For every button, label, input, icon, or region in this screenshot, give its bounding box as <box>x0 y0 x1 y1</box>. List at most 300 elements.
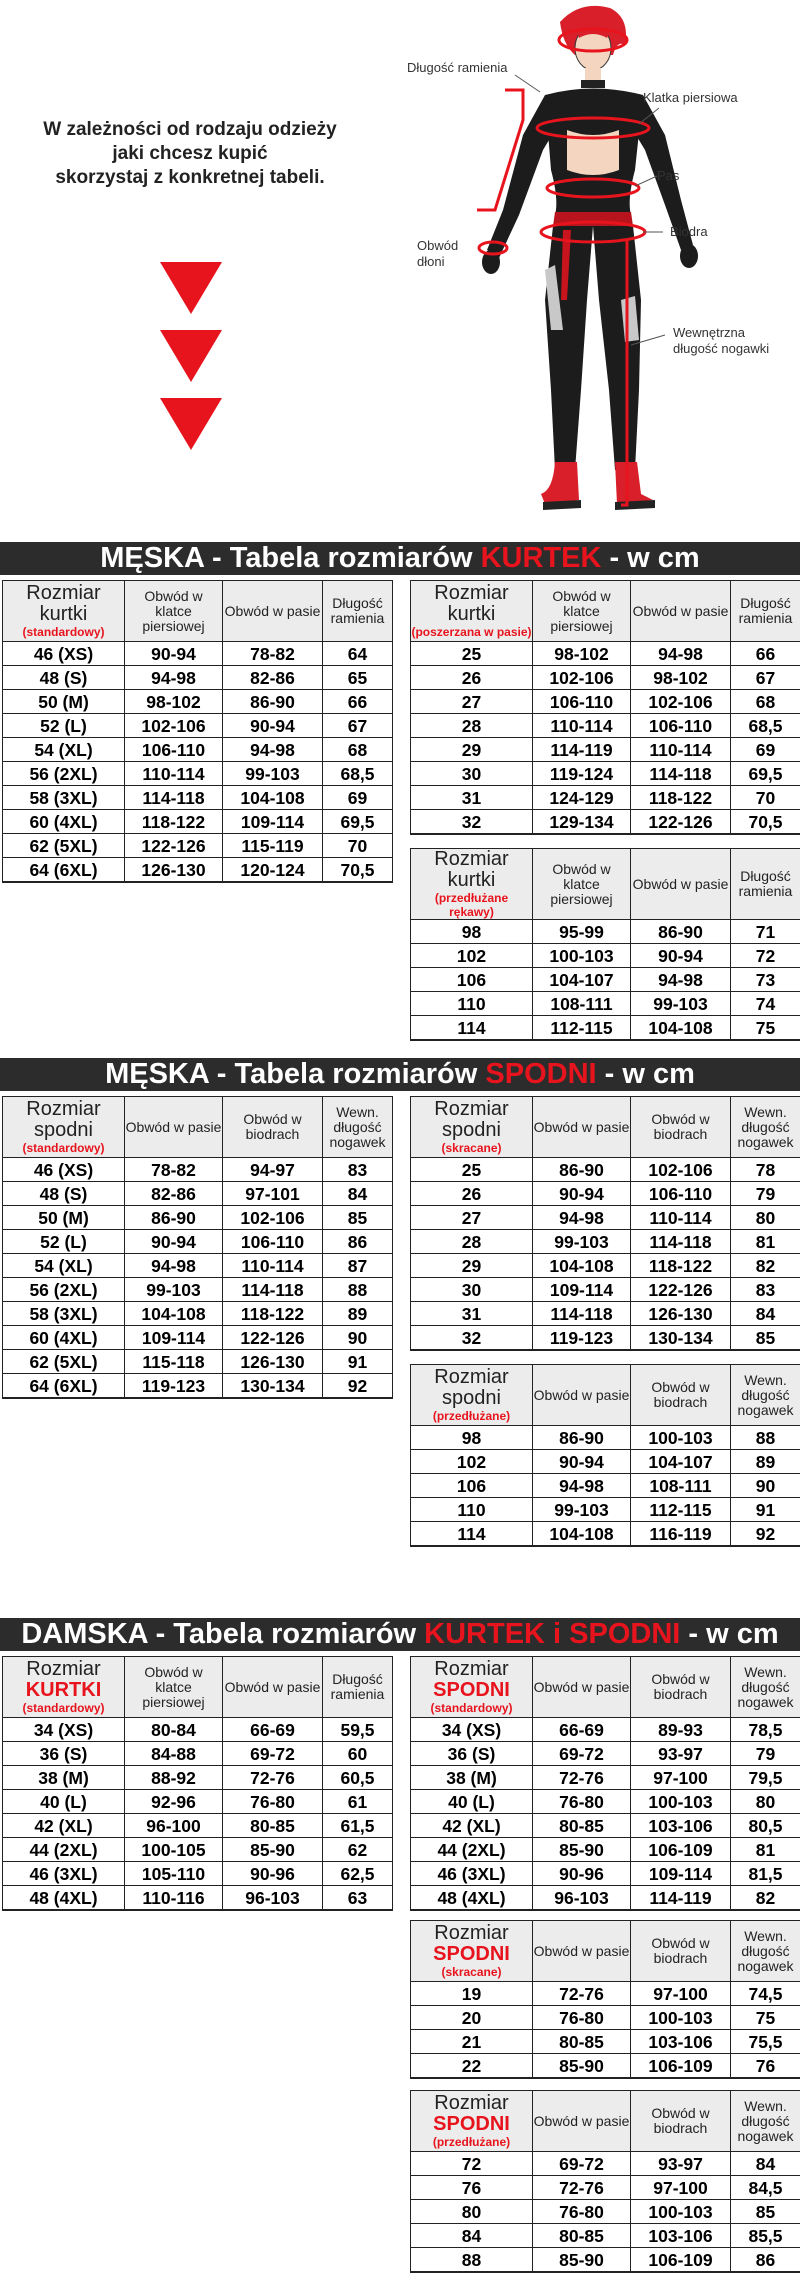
table-row <box>411 1206 800 1230</box>
header-c3: Wewn. długość nogawek <box>323 1097 393 1158</box>
value-cell: 74 <box>731 992 800 1016</box>
size-cell: 62 (5XL) <box>3 1350 125 1374</box>
table-row <box>411 1182 800 1206</box>
value-cell: 69 <box>731 738 800 762</box>
header-size <box>411 1657 533 1718</box>
header-size-type: spodni <box>34 1119 93 1141</box>
value-cell: 108-111 <box>631 1474 731 1498</box>
size-cell: 62 (5XL) <box>3 834 125 858</box>
table-row <box>411 944 800 968</box>
value-cell: 100-103 <box>631 2200 731 2224</box>
value-cell: 86-90 <box>533 1158 631 1182</box>
value-cell: 89 <box>323 1302 393 1326</box>
table-row <box>3 666 393 690</box>
size-cell: 42 (XL) <box>411 1814 533 1838</box>
table-row <box>3 738 393 762</box>
value-cell: 126-130 <box>125 858 223 883</box>
table-row <box>3 1350 393 1374</box>
value-cell: 80-85 <box>533 1814 631 1838</box>
value-cell: 110-114 <box>533 714 631 738</box>
size-cell: 30 <box>411 762 533 786</box>
value-cell: 100-105 <box>125 1838 223 1862</box>
value-cell: 92-96 <box>125 1790 223 1814</box>
size-cell: 19 <box>411 1982 533 2006</box>
size-cell: 48 (S) <box>3 1182 125 1206</box>
value-cell: 94-98 <box>533 1206 631 1230</box>
value-cell: 72-76 <box>533 1982 631 2006</box>
size-cell: 34 (XS) <box>411 1718 533 1742</box>
header-c3: Długość ramienia <box>323 581 393 642</box>
table-row <box>411 1790 800 1814</box>
value-cell: 80-85 <box>533 2224 631 2248</box>
value-cell: 69,5 <box>731 762 800 786</box>
size-cell: 28 <box>411 1230 533 1254</box>
header-size-variant: (przedłużane) <box>432 2135 511 2149</box>
size-cell: 44 (2XL) <box>411 1838 533 1862</box>
size-cell: 31 <box>411 786 533 810</box>
size-cell: 58 (3XL) <box>3 1302 125 1326</box>
value-cell: 114-118 <box>631 762 731 786</box>
size-cell: 52 (L) <box>3 1230 125 1254</box>
size-cell: 102 <box>411 944 533 968</box>
value-cell: 80 <box>731 1790 800 1814</box>
table-row <box>3 1790 393 1814</box>
value-cell: 93-97 <box>631 2152 731 2176</box>
value-cell: 74,5 <box>731 1982 800 2006</box>
header-size <box>411 1921 533 1982</box>
table-row <box>3 1838 393 1862</box>
value-cell: 122-126 <box>631 1278 731 1302</box>
value-cell: 80-84 <box>125 1718 223 1742</box>
header-c1: Obwód w pasie <box>533 1365 631 1426</box>
value-cell: 85-90 <box>533 2054 631 2079</box>
table-row <box>411 2152 800 2176</box>
value-cell: 70,5 <box>731 810 800 835</box>
value-cell: 112-115 <box>631 1498 731 1522</box>
header-size-label: Rozmiar <box>26 1658 101 1680</box>
value-cell: 71 <box>731 920 800 944</box>
table-row <box>411 738 800 762</box>
table-row <box>3 1302 393 1326</box>
value-cell: 92 <box>323 1374 393 1399</box>
value-cell: 100-103 <box>533 944 631 968</box>
size-cell: 50 (M) <box>3 1206 125 1230</box>
size-cell: 46 (3XL) <box>411 1862 533 1886</box>
table-row <box>411 2006 800 2030</box>
header-size-type: KURTKI <box>25 1679 102 1701</box>
size-cell: 26 <box>411 666 533 690</box>
value-cell: 69-72 <box>223 1742 323 1766</box>
value-cell: 114-118 <box>631 1230 731 1254</box>
size-table <box>410 580 800 835</box>
value-cell: 86 <box>731 2248 800 2273</box>
header-size-variant: (standardowy) <box>22 1701 105 1715</box>
arrow-down-icon <box>160 330 222 382</box>
size-cell: 56 (2XL) <box>3 762 125 786</box>
value-cell: 66 <box>731 642 800 666</box>
table-row <box>3 1206 393 1230</box>
value-cell: 63 <box>323 1886 393 1911</box>
value-cell: 102-106 <box>631 1158 731 1182</box>
header-c3: Długość ramienia <box>323 1657 393 1718</box>
value-cell: 97-101 <box>223 1182 323 1206</box>
header-size <box>3 581 125 642</box>
value-cell: 124-129 <box>533 786 631 810</box>
size-cell: 31 <box>411 1302 533 1326</box>
size-cell: 26 <box>411 1182 533 1206</box>
value-cell: 129-134 <box>533 810 631 835</box>
table-row <box>411 1982 800 2006</box>
value-cell: 68,5 <box>731 714 800 738</box>
value-cell: 94-98 <box>223 738 323 762</box>
header-c3: Wewn. długość nogawek <box>731 2091 800 2152</box>
value-cell: 86-90 <box>223 690 323 714</box>
size-cell: 84 <box>411 2224 533 2248</box>
value-cell: 88 <box>731 1426 800 1450</box>
table-row <box>411 1158 800 1182</box>
value-cell: 85 <box>731 2200 800 2224</box>
size-cell: 98 <box>411 1426 533 1450</box>
value-cell: 119-124 <box>533 762 631 786</box>
header-c1: Obwód w pasie <box>533 1657 631 1718</box>
size-cell: 40 (L) <box>3 1790 125 1814</box>
value-cell: 78,5 <box>731 1718 800 1742</box>
table-header-row <box>411 1365 800 1426</box>
table-row <box>3 1862 393 1886</box>
value-cell: 126-130 <box>631 1302 731 1326</box>
size-cell: 20 <box>411 2006 533 2030</box>
value-cell: 106-110 <box>533 690 631 714</box>
value-cell: 99-103 <box>223 762 323 786</box>
value-cell: 64 <box>323 642 393 666</box>
table-header-row <box>3 1657 393 1718</box>
label-hand-1: Obwód <box>417 238 459 253</box>
value-cell: 84,5 <box>731 2176 800 2200</box>
size-table <box>410 2090 800 2273</box>
value-cell: 98-102 <box>125 690 223 714</box>
value-cell: 98-102 <box>533 642 631 666</box>
size-cell: 38 (M) <box>411 1766 533 1790</box>
value-cell: 114-119 <box>533 738 631 762</box>
header-c2: Obwód w pasie <box>631 581 731 642</box>
size-cell: 22 <box>411 2054 533 2079</box>
table-header-row <box>3 1097 393 1158</box>
value-cell: 106-109 <box>631 2054 731 2079</box>
size-cell: 54 (XL) <box>3 1254 125 1278</box>
value-cell: 66-69 <box>533 1718 631 1742</box>
value-cell: 119-123 <box>125 1374 223 1399</box>
table-row <box>3 642 393 666</box>
value-cell: 76-80 <box>533 1790 631 1814</box>
size-cell: 46 (XS) <box>3 642 125 666</box>
value-cell: 81 <box>731 1838 800 1862</box>
header-c3: Długość ramienia <box>731 849 800 920</box>
table-row <box>411 1718 800 1742</box>
value-cell: 79 <box>731 1742 800 1766</box>
value-cell: 130-134 <box>631 1326 731 1351</box>
value-cell: 89-93 <box>631 1718 731 1742</box>
table-header-row <box>411 2091 800 2152</box>
table-row <box>411 1814 800 1838</box>
table-row <box>411 992 800 1016</box>
value-cell: 93-97 <box>631 1742 731 1766</box>
table-row <box>3 1182 393 1206</box>
value-cell: 67 <box>731 666 800 690</box>
label-inseam-2: długość nogawki <box>673 341 770 356</box>
value-cell: 110-114 <box>125 762 223 786</box>
value-cell: 90-94 <box>125 1230 223 1254</box>
header-size-label: Rozmiar <box>26 1098 101 1120</box>
value-cell: 90 <box>731 1474 800 1498</box>
size-cell: 48 (4XL) <box>411 1886 533 1911</box>
table-row <box>3 1742 393 1766</box>
value-cell: 122-126 <box>125 834 223 858</box>
value-cell: 106-109 <box>631 1838 731 1862</box>
value-cell: 84 <box>323 1182 393 1206</box>
size-cell: 32 <box>411 1326 533 1351</box>
header-size-type: SPODNI <box>433 2113 510 2135</box>
header-size <box>411 849 533 920</box>
value-cell: 104-107 <box>533 968 631 992</box>
header-size-variant: (standardowy) <box>22 625 105 639</box>
header-c2: Obwód w biodrach <box>223 1097 323 1158</box>
table-header-row <box>411 849 800 920</box>
value-cell: 69,5 <box>323 810 393 834</box>
measurement-figure <box>395 0 800 525</box>
value-cell: 99-103 <box>533 1498 631 1522</box>
value-cell: 90-94 <box>533 1182 631 1206</box>
value-cell: 82 <box>731 1886 800 1911</box>
value-cell: 62,5 <box>323 1862 393 1886</box>
value-cell: 76 <box>731 2054 800 2079</box>
value-cell: 120-124 <box>223 858 323 883</box>
arrow-down-icon <box>160 262 222 314</box>
value-cell: 106-110 <box>125 738 223 762</box>
intro-line-1: W zależności od rodzaju odzieży <box>43 119 337 140</box>
value-cell: 119-123 <box>533 1326 631 1351</box>
value-cell: 97-100 <box>631 1982 731 2006</box>
header-c2: Obwód w biodrach <box>631 1657 731 1718</box>
value-cell: 109-114 <box>631 1862 731 1886</box>
value-cell: 110-116 <box>125 1886 223 1911</box>
value-cell: 118-122 <box>631 1254 731 1278</box>
header-size-variant: (skracane) <box>441 1141 502 1155</box>
value-cell: 106-109 <box>631 2248 731 2273</box>
header-c1: Obwód w pasie <box>533 2091 631 2152</box>
table-row <box>411 1862 800 1886</box>
header-size-label: Rozmiar <box>434 1098 509 1120</box>
value-cell: 94-98 <box>631 968 731 992</box>
table-row <box>411 1326 800 1351</box>
value-cell: 110-114 <box>631 738 731 762</box>
value-cell: 70 <box>731 786 800 810</box>
table-row <box>411 690 800 714</box>
size-cell: 34 (XS) <box>3 1718 125 1742</box>
banner-men-pants: MĘSKA - Tabela rozmiarów SPODNI - w cm <box>0 1058 800 1091</box>
size-cell: 52 (L) <box>3 714 125 738</box>
header-size-type: kurtki <box>39 603 88 625</box>
size-cell: 114 <box>411 1016 533 1041</box>
header-size-label: Rozmiar <box>434 1366 509 1388</box>
label-shoulder: Długość ramienia <box>407 60 508 75</box>
value-cell: 105-110 <box>125 1862 223 1886</box>
table-row <box>411 2054 800 2079</box>
header-size-type: SPODNI <box>433 1943 510 1965</box>
value-cell: 109-114 <box>125 1326 223 1350</box>
size-cell: 25 <box>411 642 533 666</box>
figure-illustration <box>395 0 800 525</box>
table-row <box>411 1450 800 1474</box>
value-cell: 87 <box>323 1254 393 1278</box>
value-cell: 118-122 <box>223 1302 323 1326</box>
value-cell: 116-119 <box>631 1522 731 1547</box>
value-cell: 104-108 <box>533 1522 631 1547</box>
value-cell: 85 <box>323 1206 393 1230</box>
size-cell: 42 (XL) <box>3 1814 125 1838</box>
value-cell: 110-114 <box>631 1206 731 1230</box>
table-row <box>3 858 393 883</box>
label-hand-2: dłoni <box>417 254 445 269</box>
size-cell: 29 <box>411 1254 533 1278</box>
table-row <box>411 1522 800 1547</box>
size-cell: 40 (L) <box>411 1790 533 1814</box>
header-c2: Obwód w biodrach <box>631 1097 731 1158</box>
header-size-label: Rozmiar <box>434 848 509 870</box>
label-waist: Pas <box>657 168 680 183</box>
value-cell: 83 <box>323 1158 393 1182</box>
table-row <box>411 2176 800 2200</box>
value-cell: 100-103 <box>631 2006 731 2030</box>
value-cell: 103-106 <box>631 2030 731 2054</box>
value-cell: 114-119 <box>631 1886 731 1911</box>
table-header-row <box>411 1097 800 1158</box>
value-cell: 114-118 <box>125 786 223 810</box>
size-cell: 29 <box>411 738 533 762</box>
table-row <box>411 1766 800 1790</box>
banner-women: DAMSKA - Tabela rozmiarów KURTEK i SPODNI - w cm <box>0 1618 800 1651</box>
value-cell: 106-110 <box>631 1182 731 1206</box>
size-cell: 27 <box>411 690 533 714</box>
value-cell: 109-114 <box>533 1278 631 1302</box>
table-row <box>411 1254 800 1278</box>
size-table <box>2 580 393 883</box>
value-cell: 91 <box>323 1350 393 1374</box>
size-table <box>410 1096 800 1351</box>
value-cell: 88 <box>323 1278 393 1302</box>
value-cell: 78-82 <box>223 642 323 666</box>
size-cell: 28 <box>411 714 533 738</box>
table-row <box>3 1158 393 1182</box>
value-cell: 60,5 <box>323 1766 393 1790</box>
size-cell: 64 (6XL) <box>3 1374 125 1399</box>
table-row <box>411 1838 800 1862</box>
value-cell: 76-80 <box>533 2006 631 2030</box>
header-c2: Obwód w biodrach <box>631 2091 731 2152</box>
arrow-down-icon <box>160 398 222 450</box>
value-cell: 85 <box>731 1326 800 1351</box>
table-row <box>411 666 800 690</box>
size-table <box>410 1364 800 1547</box>
table-row <box>3 1278 393 1302</box>
table-header-row <box>3 581 393 642</box>
value-cell: 104-107 <box>631 1450 731 1474</box>
table-row <box>411 1498 800 1522</box>
value-cell: 68 <box>323 738 393 762</box>
header-c3: Wewn. długość nogawek <box>731 1657 800 1718</box>
value-cell: 70 <box>323 834 393 858</box>
value-cell: 85,5 <box>731 2224 800 2248</box>
intro-line-3: skorzystaj z konkretnej tabeli. <box>55 167 325 188</box>
value-cell: 65 <box>323 666 393 690</box>
value-cell: 108-111 <box>533 992 631 1016</box>
value-cell: 88-92 <box>125 1766 223 1790</box>
value-cell: 106-110 <box>223 1230 323 1254</box>
value-cell: 104-108 <box>533 1254 631 1278</box>
table-row <box>411 2030 800 2054</box>
size-cell: 76 <box>411 2176 533 2200</box>
header-c3: Wewn. długość nogawek <box>731 1365 800 1426</box>
value-cell: 100-103 <box>631 1426 731 1450</box>
table-row <box>411 762 800 786</box>
value-cell: 102-106 <box>631 690 731 714</box>
size-cell: 72 <box>411 2152 533 2176</box>
size-cell: 102 <box>411 1450 533 1474</box>
table-row <box>411 2200 800 2224</box>
table-row <box>411 920 800 944</box>
value-cell: 80-85 <box>223 1814 323 1838</box>
header-c2: Obwód w pasie <box>223 1657 323 1718</box>
table-row <box>411 2224 800 2248</box>
table-row <box>3 786 393 810</box>
value-cell: 97-100 <box>631 1766 731 1790</box>
value-cell: 72-76 <box>533 1766 631 1790</box>
value-cell: 69 <box>323 786 393 810</box>
size-cell: 60 (4XL) <box>3 1326 125 1350</box>
value-cell: 90 <box>323 1326 393 1350</box>
table-row <box>3 1718 393 1742</box>
value-cell: 86-90 <box>125 1206 223 1230</box>
value-cell: 100-103 <box>631 1790 731 1814</box>
size-cell: 32 <box>411 810 533 835</box>
header-size-variant: (przedłużane rękawy) <box>434 891 509 919</box>
header-c1: Obwód w klatce piersiowej <box>533 581 631 642</box>
size-cell: 36 (S) <box>411 1742 533 1766</box>
value-cell: 122-126 <box>631 810 731 835</box>
value-cell: 89 <box>731 1450 800 1474</box>
table-row <box>3 1886 393 1911</box>
header-size-type: kurtki <box>447 869 496 891</box>
table-row <box>3 1254 393 1278</box>
table-row <box>411 786 800 810</box>
size-cell: 50 (M) <box>3 690 125 714</box>
value-cell: 85-90 <box>533 2248 631 2273</box>
value-cell: 80-85 <box>533 2030 631 2054</box>
size-cell: 38 (M) <box>3 1766 125 1790</box>
value-cell: 102-106 <box>125 714 223 738</box>
value-cell: 103-106 <box>631 2224 731 2248</box>
value-cell: 94-98 <box>125 1254 223 1278</box>
table-row <box>411 1742 800 1766</box>
value-cell: 97-100 <box>631 2176 731 2200</box>
value-cell: 90-94 <box>125 642 223 666</box>
table-row <box>3 1326 393 1350</box>
table-header-row <box>411 581 800 642</box>
value-cell: 85-90 <box>533 1838 631 1862</box>
value-cell: 94-98 <box>125 666 223 690</box>
table-row <box>411 1886 800 1911</box>
header-c1: Obwód w klatce piersiowej <box>125 1657 223 1718</box>
value-cell: 114-118 <box>533 1302 631 1326</box>
